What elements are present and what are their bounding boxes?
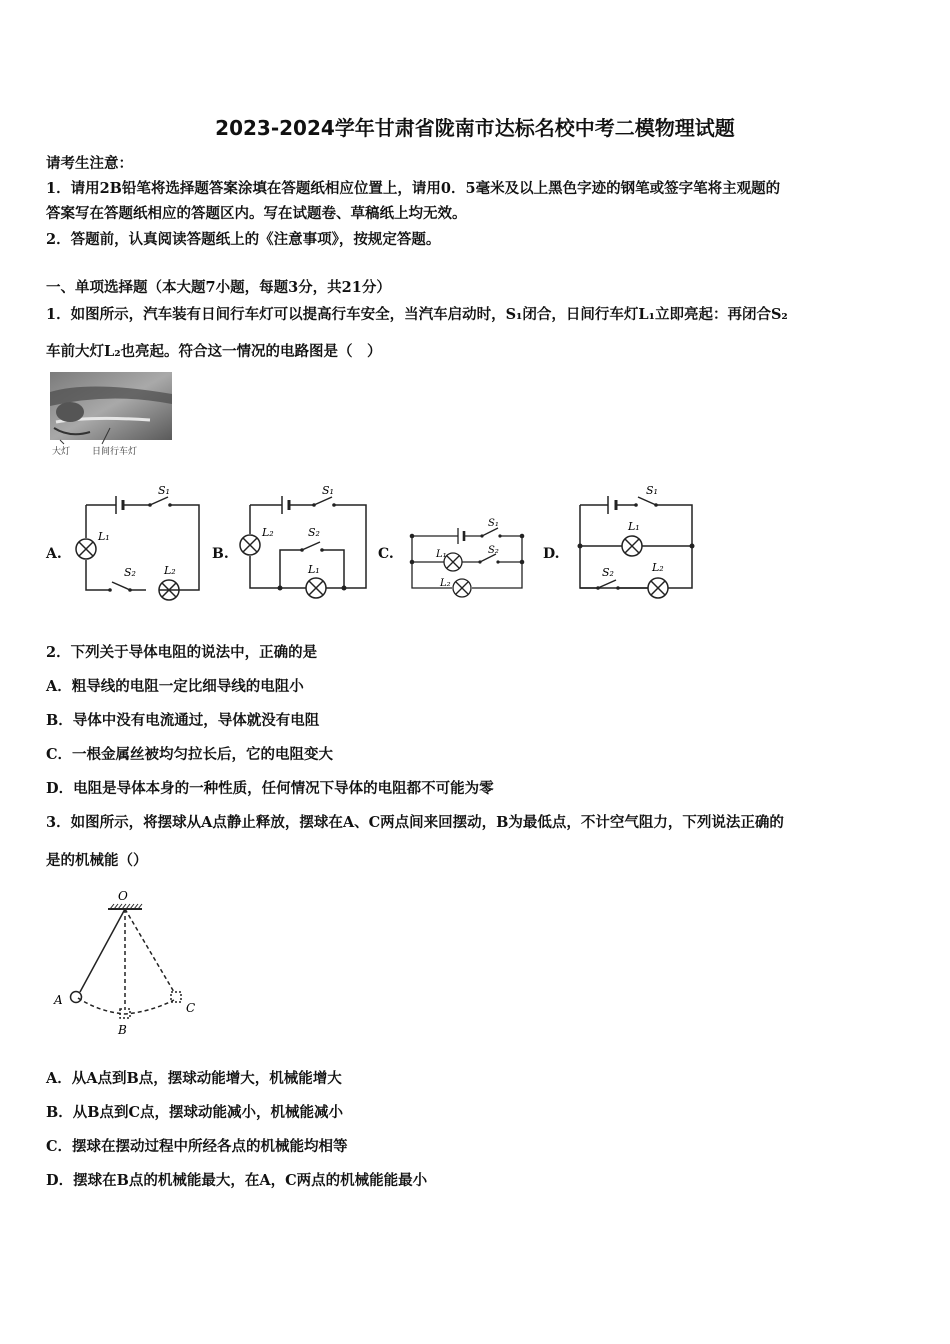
pendulum-label-c: C	[186, 1001, 196, 1015]
circuit-a-s1: S₁	[158, 484, 170, 497]
notice-line-2: 答案写在答题纸相应的答题区内。写在试题卷、草稿纸上均无效。	[46, 205, 467, 222]
circuit-d-l2: L₂	[652, 561, 664, 574]
q1-option-a-label[interactable]: A.	[46, 546, 62, 562]
pendulum-label-o: O	[118, 889, 128, 903]
page-title: 2023-2024学年甘肃省陇南市达标名校中考二模物理试题	[215, 116, 735, 140]
q3-option-a[interactable]: A．从A点到B点，摆球动能增大，机械能增大	[46, 1070, 342, 1087]
q2-option-c[interactable]: C．一根金属丝被均匀拉长后，它的电阻变大	[46, 746, 334, 763]
q2-option-d[interactable]: D．电阻是导体本身的一种性质，任何情况下导体的电阻都不可能为零	[46, 780, 494, 797]
circuit-b[interactable]	[236, 480, 374, 604]
circuit-b-s2: S₂	[308, 526, 320, 539]
q3-stem-line-2: 是的机械能（）	[46, 852, 148, 869]
q3-option-b[interactable]: B．从B点到C点，摆球动能减小，机械能减小	[46, 1104, 344, 1121]
q2-option-b[interactable]: B．导体中没有电流通过，导体就没有电阻	[46, 712, 320, 729]
circuit-c[interactable]	[402, 506, 536, 608]
circuit-b-l1: L₁	[308, 563, 320, 576]
circuit-d-l1: L₁	[628, 520, 640, 533]
circuit-b-l2: L₂	[262, 526, 274, 539]
q3-option-d[interactable]: D．摆球在B点的机械能最大，在A，C两点的机械能能最小	[46, 1172, 428, 1189]
circuit-c-s2: S₂	[488, 545, 499, 556]
q2-stem: 2．下列关于导体电阻的说法中，正确的是	[46, 644, 318, 661]
q1-option-d-label[interactable]: D.	[543, 546, 560, 562]
q1-option-b-label[interactable]: B.	[212, 546, 229, 562]
q1-stem-line-1: 1．如图所示，汽车装有日间行车灯可以提高行车安全，当汽车启动时，S₁闭合，日间行车灯L₁立即亮起：再闭合S₂	[46, 306, 788, 323]
q3-stem-line-1: 3．如图所示，将摆球从A点静止释放，摆球在A、C两点间来回摆动，B为最低点，不计空气阻力，下列说法正确的	[46, 814, 784, 831]
circuit-a-l1: L₁	[98, 530, 110, 543]
photo-caption-left: 大灯	[52, 447, 71, 457]
circuit-a-l2: L₂	[164, 564, 176, 577]
circuit-d[interactable]	[570, 480, 704, 604]
circuit-c-s1: S₁	[488, 518, 499, 529]
circuit-b-s1: S₁	[322, 484, 334, 497]
circuit-a[interactable]	[72, 480, 208, 604]
circuit-a-s2: S₂	[124, 566, 136, 579]
pendulum-label-a: A	[54, 993, 63, 1007]
pendulum-label-b: B	[118, 1023, 127, 1037]
car-light-photo	[50, 372, 172, 458]
q3-option-c[interactable]: C．摆球在摆动过程中所经各点的机械能均相等	[46, 1138, 348, 1155]
notice-heading: 请考生注意：	[46, 155, 133, 172]
notice-line-3: 2．答题前，认真阅读答题纸上的《注意事项》，按规定答题。	[46, 231, 441, 248]
section-heading: 一、单项选择题（本大题7小题，每题3分，共21分）	[46, 279, 391, 296]
circuit-d-s2: S₂	[602, 566, 614, 579]
q1-stem-line-2: 车前大灯L₂也亮起。符合这一情况的电路图是（ ）	[46, 343, 382, 360]
circuit-c-l1: L₁	[436, 549, 447, 560]
photo-caption-right: 日间行车灯	[92, 447, 138, 457]
notice-line-1: 1．请用2B铅笔将选择题答案涂填在答题纸相应位置上，请用0．5毫米及以上黑色字迹的钢笔或签字笔将主观题的	[46, 180, 781, 197]
q1-option-c-label[interactable]: C.	[378, 546, 394, 562]
pendulum-diagram	[48, 884, 208, 1040]
circuit-c-l2: L₂	[440, 578, 451, 589]
q2-option-a[interactable]: A．粗导线的电阻一定比细导线的电阻小	[46, 678, 304, 695]
circuit-d-s1: S₁	[646, 484, 658, 497]
